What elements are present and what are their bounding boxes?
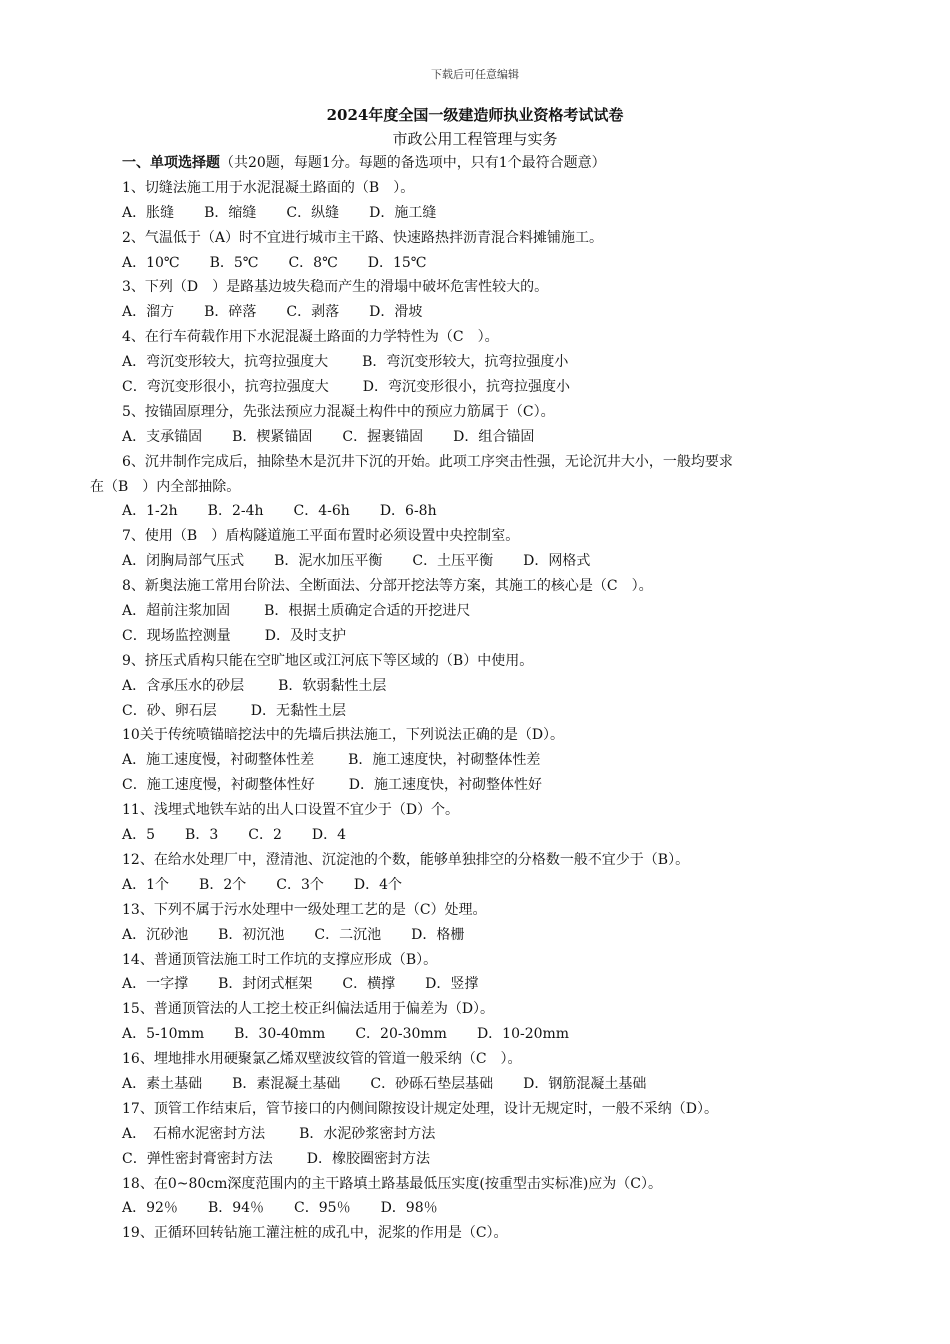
answer-option: B．2个	[199, 876, 247, 893]
answer-option: C．弯沉变形很小，抗弯拉强度大	[122, 379, 329, 396]
options-row	[122, 773, 882, 798]
options-row	[122, 624, 882, 649]
question-text: 17、顶管工作结束后，管节接口的内侧间隙按设计规定处理，设计无规定时，一般不采纳（D）。	[122, 1100, 719, 1117]
options-row	[122, 1122, 882, 1147]
answer-option: B．碎落	[204, 304, 257, 321]
answer-option: D．橡胶圈密封方法	[306, 1150, 430, 1167]
options-row	[122, 549, 882, 574]
section-heading: 一、单项选择题	[122, 155, 220, 171]
answer-option: D．98％	[380, 1200, 438, 1217]
answer-option: A．素土基础	[122, 1075, 203, 1092]
options-row	[122, 823, 882, 848]
answer-option: A．闭胸局部气压式	[122, 553, 245, 570]
answer-option: C．施工速度慢，衬砌整体性好	[122, 777, 315, 794]
answer-option: B．30-40mm	[234, 1026, 326, 1043]
answer-option: C．二沉池	[314, 926, 382, 943]
answer-option: C．横撑	[342, 976, 396, 993]
question-text: 13、下列不属于污水处理中一级处理工艺的是（C）处理。	[122, 901, 487, 918]
header-note: 下载后可任意编辑	[431, 68, 519, 81]
question-text: 9、挤压式盾构只能在空旷地区或江河底下等区域的（B）中使用。	[122, 652, 534, 669]
answer-option: D．及时支护	[264, 627, 346, 644]
options-row	[122, 599, 882, 624]
question-text: 14、普通顶管法施工时工作坑的支撑应形成（B）。	[122, 951, 438, 968]
answer-option: D．格栅	[411, 926, 465, 943]
options-row	[122, 375, 882, 400]
options-row	[122, 425, 882, 450]
question-text: 18、在0~80cm深度范围内的主干路填土路基最低压实度(按重型击实标准)应为（C）。	[122, 1175, 663, 1192]
answer-option: C．8℃	[288, 254, 338, 271]
answer-option: D．6-8h	[379, 503, 437, 520]
section-heading-line	[122, 151, 882, 176]
answer-option: C．砂、卵石层	[122, 702, 217, 719]
answer-option: C．3个	[276, 876, 324, 893]
answer-option: D．滑坡	[369, 304, 423, 321]
answer-option: C．砂砾石垫层基础	[370, 1075, 494, 1092]
answer-option: B．弯沉变形较大，抗弯拉强度小	[362, 354, 569, 371]
options-row	[122, 1022, 882, 1047]
answer-option: A．5	[122, 827, 156, 844]
answer-option: D．钢筋混凝土基础	[523, 1075, 647, 1092]
answer-option: A．沉砂池	[122, 926, 189, 943]
question-text: 1、切缝法施工用于水泥混凝土路面的（B ）。	[122, 179, 415, 196]
answer-option: C．纵缝	[286, 204, 340, 221]
answer-option: A．一字撑	[122, 976, 189, 993]
answer-option: A．施工速度慢，衬砌整体性差	[122, 752, 315, 769]
answer-option: B．5℃	[209, 254, 259, 271]
options-row	[122, 699, 882, 724]
answer-option: B．94％	[207, 1200, 265, 1217]
answer-option: A．5-10mm	[122, 1026, 205, 1043]
answer-option: C．4-6h	[293, 503, 350, 520]
answer-option: A．胀缝	[122, 204, 175, 221]
options-row	[122, 1196, 882, 1221]
question-text: 6、沉井制作完成后，抽除垫木是沉井下沉的开始。此项工序突击性强，无论沉井大小，一般均要求	[122, 453, 733, 470]
options-row	[122, 674, 882, 699]
answer-option: D．15℃	[367, 254, 427, 271]
options-row	[122, 1072, 882, 1097]
question-text: 2、气温低于（A）时不宜进行城市主干路、快速路热拌沥青混合料摊铺施工。	[122, 229, 604, 246]
options-row	[122, 300, 882, 325]
answer-option: C．现场监控测量	[122, 627, 231, 644]
section-note: （共20题，每题1分。每题的备选项中，只有1个最符合题意）	[220, 155, 606, 171]
answer-option: B．水泥砂浆密封方法	[299, 1125, 436, 1142]
answer-option: C．剥落	[286, 304, 340, 321]
answer-option: D．组合锚固	[453, 428, 535, 445]
answer-option: B．缩缝	[204, 204, 257, 221]
question-text: 12、在给水处理厂中，澄清池、沉淀池的个数，能够单独排空的分格数一般不宜少于（B）。	[122, 851, 690, 868]
page-subtitle: 市政公用工程管理与实务	[392, 130, 558, 148]
answer-option: B．楔紧锚固	[232, 428, 313, 445]
question-text: 5、按锚固原理分，先张法预应力混凝土构件中的预应力筋属于（C）。	[122, 403, 555, 420]
answer-option: D．4	[311, 827, 346, 844]
exam-content	[90, 151, 882, 1246]
answer-option: A．弯沉变形较大，抗弯拉强度大	[122, 354, 329, 371]
question-text: 3、下列（D ）是路基边坡失稳而产生的滑塌中破坏危害性较大的。	[122, 279, 549, 296]
answer-option: B．根据土质确定合适的开挖进尺	[264, 603, 471, 620]
question-text: 10关于传统喷锚暗挖法中的先墙后拱法施工，下列说法正确的是（D）。	[122, 727, 565, 744]
question-text: 7、使用（B ）盾构隧道施工平面布置时必须设置中央控制室。	[122, 528, 520, 545]
question-text: 11、浅埋式地铁车站的出人口设置不宜少于（D）个。	[122, 802, 460, 819]
options-row	[122, 499, 882, 524]
answer-option: C．弹性密封膏密封方法	[122, 1150, 273, 1167]
answer-option: A．支承锚固	[122, 428, 203, 445]
options-row	[122, 748, 882, 773]
question-text: 16、埋地排水用硬聚氯乙烯双壁波纹管的管道一般采纳（C ）。	[122, 1051, 522, 1068]
answer-option: A．92％	[122, 1200, 178, 1217]
answer-option: B．初沉池	[218, 926, 285, 943]
answer-option: A． 石棉水泥密封方法	[122, 1125, 266, 1142]
answer-option: B．素混凝土基础	[232, 1075, 341, 1092]
answer-option: A．1个	[122, 876, 170, 893]
answer-option: A．1-2h	[122, 503, 178, 520]
options-row	[122, 1147, 882, 1172]
answer-option: A．10℃	[122, 254, 180, 271]
options-row	[122, 873, 882, 898]
answer-option: C．2	[248, 827, 282, 844]
answer-option: B．施工速度快，衬砌整体性差	[348, 752, 541, 769]
options-row	[122, 251, 882, 276]
answer-option: D．施工缝	[369, 204, 437, 221]
answer-option: D．弯沉变形很小，抗弯拉强度小	[362, 379, 570, 396]
answer-option: B．封闭式框架	[218, 976, 313, 993]
question-text: 19、正循环回转钻施工灌注桩的成孔中，泥浆的作用是（C）。	[122, 1225, 508, 1242]
question-text: 4、在行车荷载作用下水泥混凝土路面的力学特性为（C ）。	[122, 329, 499, 346]
page-title: 2024年度全国一级建造师执业资格考试试卷	[326, 106, 624, 124]
answer-option: A．溜方	[122, 304, 175, 321]
answer-option: C．95％	[294, 1200, 351, 1217]
question-text: 15、普通顶管法的人工挖土校正纠偏法适用于偏差为（D）。	[122, 1001, 495, 1018]
answer-option: B．3	[185, 827, 219, 844]
answer-option: C．20-30mm	[355, 1026, 447, 1043]
question-text-continued: 在（B ）内全部抽除。	[90, 478, 241, 495]
answer-option: D．网格式	[523, 553, 591, 570]
answer-option: B．2-4h	[207, 503, 264, 520]
options-row	[122, 350, 882, 375]
answer-option: D．4个	[353, 876, 402, 893]
answer-option: C．握裹锚固	[342, 428, 424, 445]
answer-option: D．无黏性土层	[250, 702, 346, 719]
answer-option: B．泥水加压平衡	[274, 553, 383, 570]
question-text: 8、新奥法施工常用台阶法、全断面法、分部开挖法等方案，其施工的核心是（C ）。	[122, 578, 653, 595]
answer-option: B．软弱黏性土层	[278, 677, 387, 694]
answer-option: D．施工速度快，衬砌整体性好	[348, 777, 542, 794]
answer-option: A．含承压水的砂层	[122, 677, 245, 694]
answer-option: D．10-20mm	[476, 1026, 570, 1043]
answer-option: C．土压平衡	[412, 553, 494, 570]
options-row	[122, 201, 882, 226]
answer-option: D．竖撑	[425, 976, 479, 993]
answer-option: A．超前注浆加固	[122, 603, 231, 620]
options-row	[122, 923, 882, 948]
options-row	[122, 972, 882, 997]
